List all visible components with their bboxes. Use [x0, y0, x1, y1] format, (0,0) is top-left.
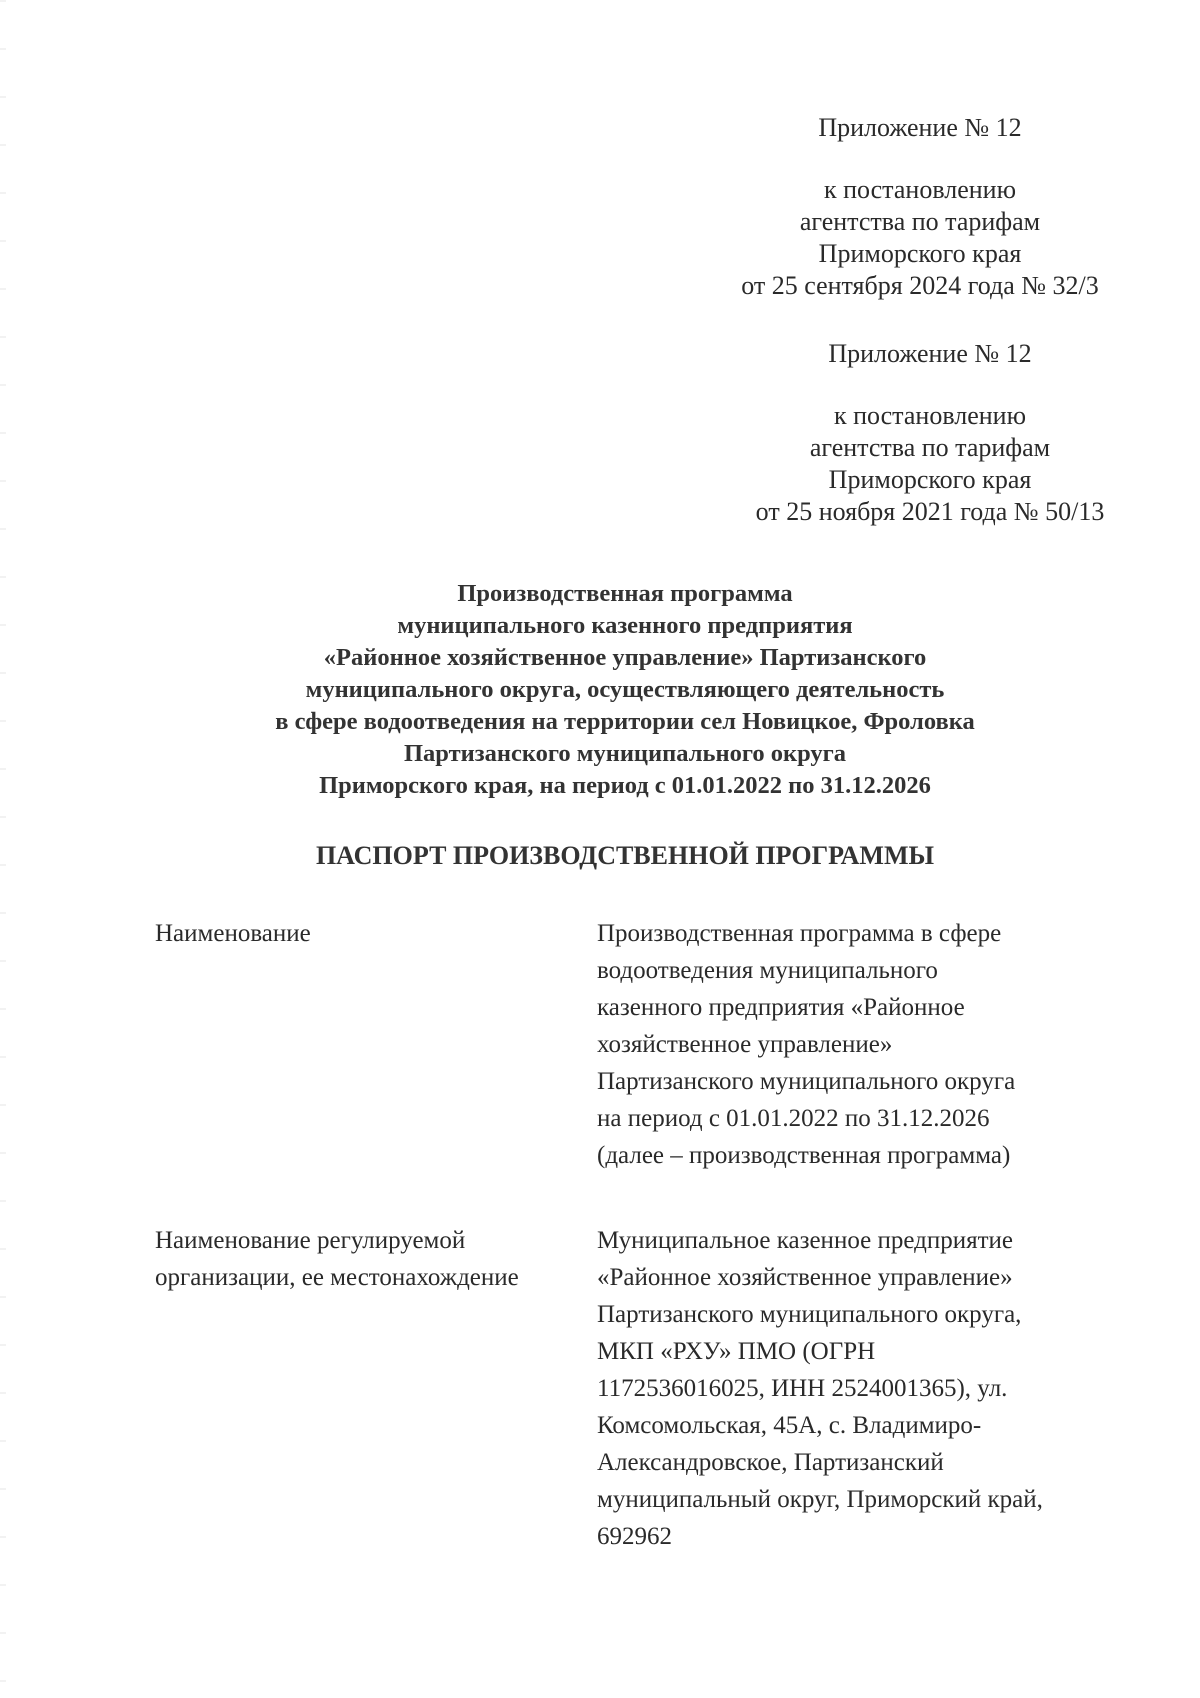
- value-line: 692962: [597, 1523, 672, 1550]
- appendix-line: к постановлению: [823, 175, 1017, 204]
- appendix-line: Приморского края: [818, 239, 1022, 268]
- value-line: «Районное хозяйственное управление»: [597, 1264, 1013, 1291]
- appendix-block-current: [720, 112, 1120, 302]
- title-line: муниципального округа, осуществляющего деятельность: [305, 676, 945, 703]
- appendix-line: агентства по тарифам: [809, 433, 1051, 462]
- appendix-line: к постановлению: [833, 401, 1027, 430]
- title-line: Партизанского муниципального округа: [403, 740, 847, 767]
- appendix-number: Приложение № 12: [828, 339, 1032, 368]
- value-line: водоотведения муниципального: [597, 957, 938, 984]
- title-line: в сфере водоотведения на территории сел Новицкое, Фроловка: [275, 708, 975, 735]
- value-line: Муниципальное казенное предприятие: [597, 1227, 1013, 1254]
- passport-heading: ПАСПОРТ ПРОИЗВОДСТВЕННОЙ ПРОГРАММЫ: [315, 841, 935, 870]
- passport-row-value: [597, 915, 1117, 1174]
- value-line: Производственная программа в сфере: [597, 920, 1002, 947]
- appendix-date-line: от 25 ноября 2021 года № 50/13: [755, 497, 1105, 526]
- value-line: хозяйственное управление»: [597, 1031, 893, 1058]
- title-line: «Районное хозяйственное управление» Партизанского: [323, 644, 927, 671]
- value-line: МКП «РХУ» ПМО (ОГРН: [597, 1338, 876, 1365]
- appendix-date-line: от 25 сентября 2024 года № 32/3: [741, 271, 1099, 300]
- scan-edge-marks: [0, 0, 6, 1698]
- appendix-line: агентства по тарифам: [799, 207, 1041, 236]
- value-line: Партизанского муниципального округа: [597, 1068, 1016, 1095]
- value-line: муниципальный округ, Приморский край,: [597, 1486, 1043, 1513]
- passport-row-label: [155, 1222, 575, 1296]
- value-line: Партизанского муниципального округа,: [597, 1301, 1022, 1328]
- value-line: 1172536016025, ИНН 2524001365), ул.: [597, 1375, 1008, 1402]
- title-line: Производственная программа: [457, 580, 793, 607]
- label-line: Наименование: [155, 920, 311, 947]
- value-line: Александровское, Партизанский: [597, 1449, 944, 1476]
- title-line: муниципального казенного предприятия: [397, 612, 853, 639]
- appendix-block-original: [730, 338, 1130, 528]
- value-line: на период с 01.01.2022 по 31.12.2026: [597, 1105, 990, 1132]
- value-line: (далее – производственная программа): [597, 1142, 1011, 1169]
- appendix-line: Приморского края: [828, 465, 1032, 494]
- passport-row-label: [155, 915, 575, 952]
- value-line: казенного предприятия «Районное: [597, 994, 965, 1021]
- passport-row-value: [597, 1222, 1117, 1555]
- document-title: [100, 578, 1150, 802]
- value-line: Комсомольская, 45А, с. Владимиро-: [597, 1412, 982, 1439]
- label-line: Наименование регулируемой: [155, 1227, 466, 1254]
- title-line: Приморского края, на период с 01.01.2022 по 31.12.2026: [319, 772, 931, 799]
- label-line: организации, ее местонахождение: [155, 1264, 519, 1291]
- appendix-number: Приложение № 12: [818, 113, 1022, 142]
